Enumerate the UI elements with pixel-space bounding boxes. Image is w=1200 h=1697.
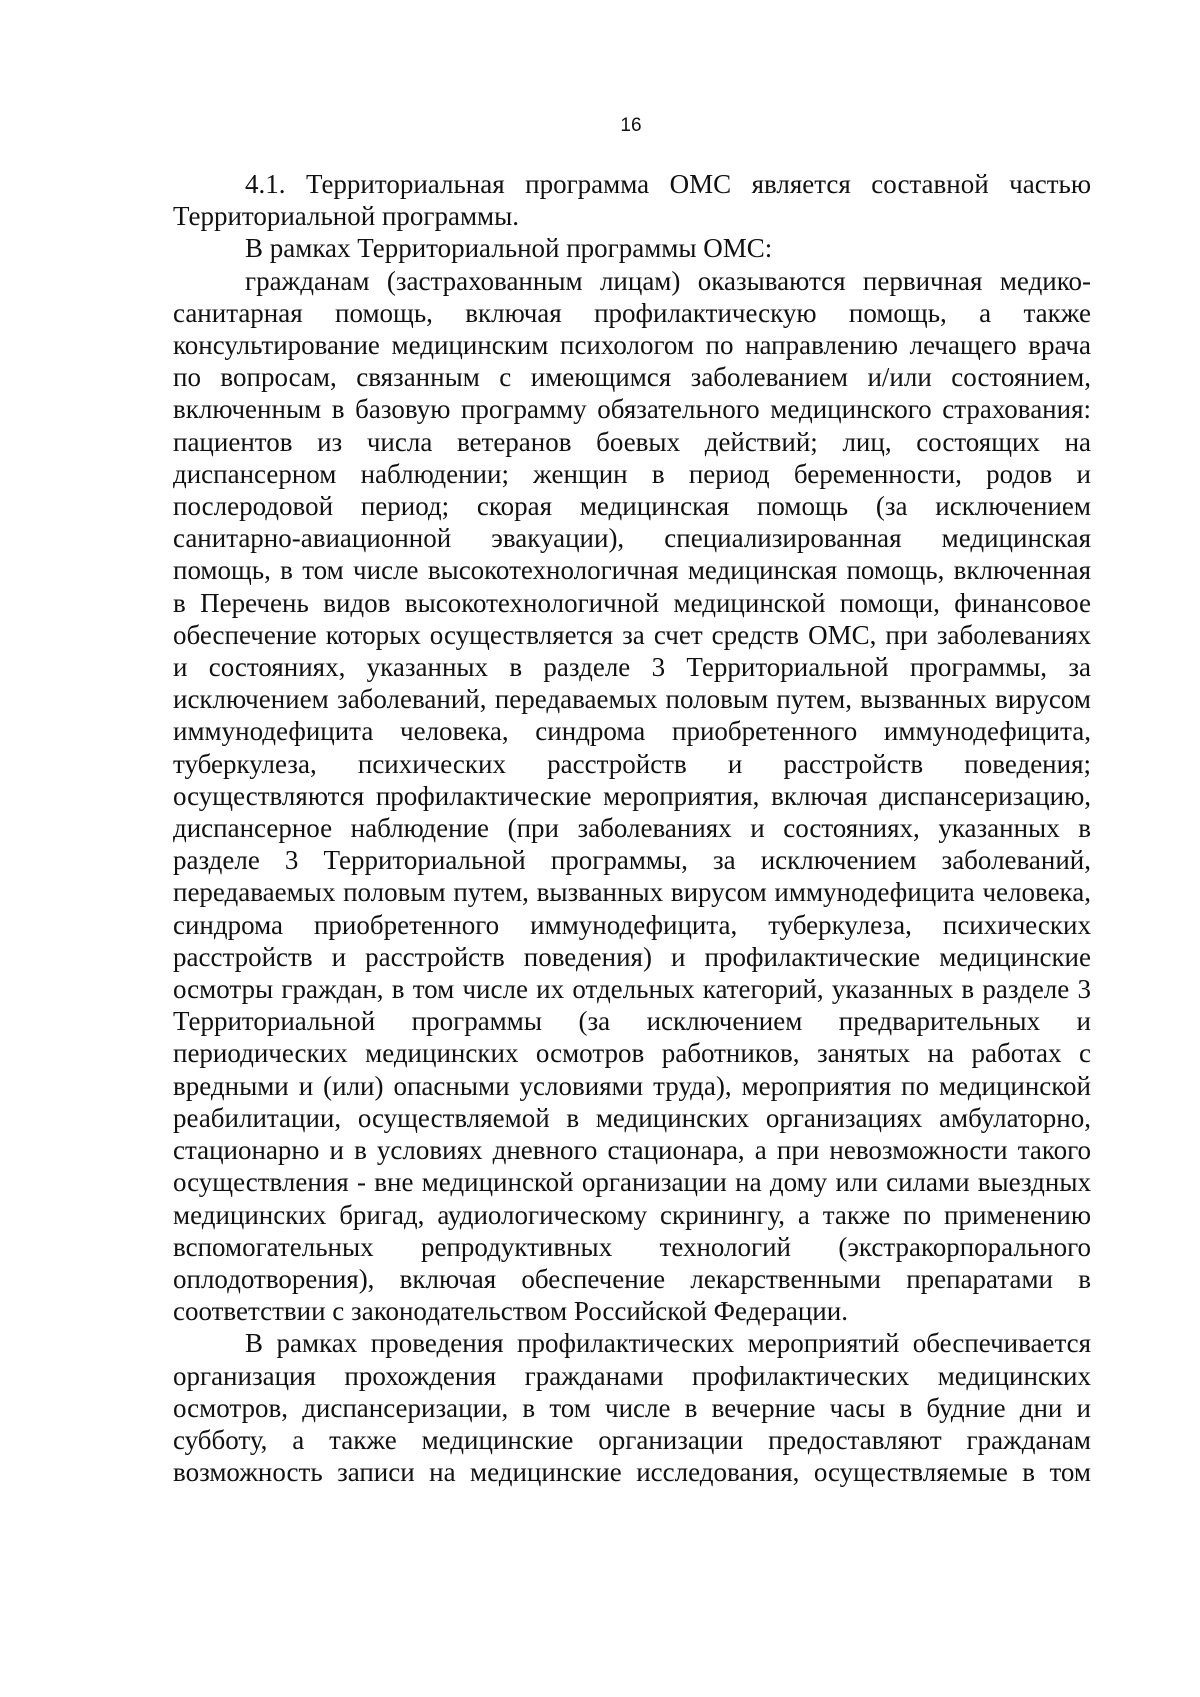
- page-number: 16: [620, 115, 642, 136]
- paragraph-section-4-1: 4.1. Территориальная программа ОМС является составной частью Территориальной программы.: [173, 169, 1091, 232]
- body-text: [173, 168, 1091, 1488]
- paragraph-oms-intro: В рамках Территориальной программы ОМС:: [245, 233, 773, 264]
- paragraph-citizens-care: гражданам (застрахованным лицам) оказываются первичная медико-санитарная помощь, включая профилактическую помощь, а также консультирование медицинским психологом по направлению лечащего врача по вопросам, связанным с имеющимся заболеванием и/или состоянием, включенным в базовую программу обязательного медицинского страхования: пациентов из числа ветеранов боевых действий; лиц, состоящих на диспансерном наблюдении; женщин в период беременности, родов и послеродовой период; скорая медицинская помощь (за исключением санитарно-авиационной эвакуации), специализированная медицинская помощь, в том числе высокотехнологичная медицинская помощь, включенная в Перечень видов высокотехнологичной медицинской помощи, финансовое обеспечение которых осуществляется за счет средств ОМС, при заболеваниях и состояниях, указанных в разделе 3 Территориальной программы, за исключением заболеваний, передаваемых половым путем, вызванных вирусом иммунодефицита человека, синдрома приобретенного иммунодефицита, туберкулеза, психических расстройств и расстройств поведения; осуществляются профилактические мероприятия, включая диспансеризацию, диспансерное наблюдение (при заболеваниях и состояниях, указанных в разделе 3 Территориальной программы, за исключением заболеваний, передаваемых половым путем, вызванных вирусом иммунодефицита человека, синдрома приобретенного иммунодефицита, туберкулеза, психических расстройств и расстройств поведения) и профилактические медицинские осмотры граждан, в том числе их отдельных категорий, указанных в разделе 3 Территориальной программы (за исключением предварительных и периодических медицинских осмотров работников, занятых на работах с вредными и (или) опасными условиями труда), мероприятия по медицинской реабилитации, осуществляемой в медицинских организациях амбулаторно, стационарно и в условиях дневного стационара, а при невозможности такого осуществления - вне медицинской организации на дому или силами выездных медицинских бригад, аудиологическому скринингу, а также по применению вспомогательных репродуктивных технологий (экстракорпорального оплодотворения), включая обеспечение лекарственными препаратами в соответствии с законодательством Российской Федерации.: [173, 265, 1091, 1327]
- paragraph-preventive-measures: В рамках проведения профилактических мероприятий обеспечивается организация прохождения гражданами профилактических медицинских осмотров, диспансеризации, в том числе в вечерние часы в будние дни и субботу, а также медицинские организации предоставляют гражданам возможность записи на медицинские исследования, осуществляемые в том: [173, 1328, 1091, 1488]
